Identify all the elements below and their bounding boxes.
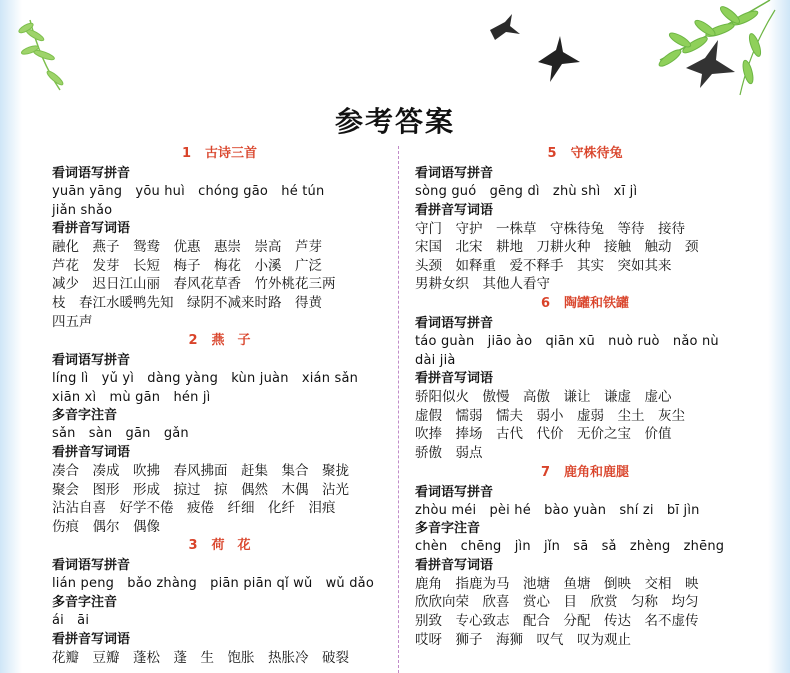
lesson-number: 7: [540, 464, 551, 480]
lesson-title: 古诗三首: [205, 146, 258, 161]
word-answer-line: 鹿角 指鹿为马 池塘 鱼塘 倒映 交相 映: [415, 575, 699, 592]
section-heading: 看拼音写词语: [415, 202, 494, 218]
pinyin-answer-line: táo guàn jiāo ào qiān xū nuò ruò nǎo nù: [415, 333, 719, 349]
word-answer-line: 男耕女织 其他人看守: [415, 276, 550, 293]
section-heading: 看词语写拼音: [415, 166, 494, 181]
lesson-heading: [415, 144, 755, 164]
pinyin-answer-line: yuān yāng yōu huì chóng gāo hé tún: [52, 184, 325, 199]
lesson-heading: [415, 294, 755, 314]
section-heading: 看词语写拼音: [415, 484, 494, 500]
lesson-title: 陶罐和铁罐: [564, 295, 630, 311]
column-divider: [398, 146, 399, 673]
lesson-number: 6: [540, 295, 551, 311]
lesson-title: 燕 子: [211, 333, 251, 349]
left-column: [52, 144, 387, 667]
section-heading: 多音字注音: [415, 521, 481, 537]
section-heading: 看词语写拼音: [52, 166, 131, 181]
section-heading: 看拼音写词语: [52, 444, 131, 460]
lesson-number: 3: [188, 538, 198, 554]
pinyin-answer-line: ái āi: [52, 612, 90, 628]
pinyin-answer-line: xiān xì mù gān hén jì: [52, 389, 211, 405]
word-answer-line: 头颈 如释重 爱不释手 其实 突如其来: [415, 257, 672, 274]
pinyin-answer-line: dài jià: [415, 352, 456, 368]
word-answer-line: 吹捧 捧场 古代 代价 无价之宝 价值: [415, 426, 672, 443]
section-heading: 多音字注音: [52, 594, 118, 610]
right-column: [415, 144, 755, 649]
word-answer-line: 沾沾自喜 好学不倦 疲倦 纤细 化纤 泪痕: [52, 500, 336, 517]
pinyin-answer-line: jiǎn shǎo: [52, 202, 113, 218]
page-title: 参考答案: [334, 105, 455, 138]
lesson-number: 5: [547, 146, 557, 161]
section-heading: 看词语写拼音: [415, 315, 494, 331]
willow-branch-left-icon: [18, 20, 65, 90]
word-answer-line: 骄阳似火 傲慢 高傲 谦让 谦虚 虚心: [415, 389, 672, 406]
section-heading: 看拼音写词语: [52, 631, 131, 647]
lesson-title: 鹿角和鹿腿: [564, 464, 630, 480]
pinyin-answer-line: sòng guó gēng dì zhù shì xī jì: [415, 184, 638, 199]
section-heading: 看拼音写词语: [52, 221, 131, 237]
word-answer-line: 芦花 发芽 长短 梅子 梅花 小溪 广泛: [52, 257, 322, 274]
word-answer-line: 守门 守护 一株草 守株待兔 等待 接待: [415, 220, 685, 237]
word-answer-line: 骄傲 弱点: [415, 444, 483, 461]
pinyin-answer-line: sǎn sàn gān gǎn: [52, 426, 189, 442]
pinyin-answer-line: zhòu méi pèi hé bào yuàn shí zi bī jìn: [415, 502, 700, 518]
lesson-heading: [52, 144, 387, 164]
word-answer-line: 聚会 图形 形成 掠过 掠 偶然 木偶 沾光: [52, 481, 349, 498]
lesson-number: 1: [181, 146, 192, 161]
word-answer-line: 凑合 凑成 吹拂 春风拂面 赶集 集合 聚拢: [52, 462, 349, 479]
lesson-number: 2: [188, 333, 198, 349]
word-answer-line: 欣欣向荣 欣喜 赏心 目 欣赏 匀称 均匀: [415, 594, 699, 611]
pinyin-answer-line: lián peng bǎo zhàng piān piān qǐ wǔ wǔ dǎo: [52, 576, 374, 592]
word-answer-line: 融化 燕子 鸳鸯 优惠 惠崇 崇高 芦芽: [52, 239, 322, 256]
section-heading: 看词语写拼音: [52, 558, 131, 574]
word-answer-line: 花瓣 豆瓣 蓬松 蓬 生 饱胀 热胀冷 破裂: [52, 649, 349, 666]
word-answer-line: 别致 专心致志 配合 分配 传达 名不虚传: [415, 612, 699, 629]
section-heading: 多音字注音: [52, 408, 118, 424]
lesson-title: 守株待兔: [570, 146, 623, 161]
word-answer-line: 伤痕 偶尔 偶像: [52, 518, 160, 535]
word-answer-line: 枝 春江水暖鸭先知 绿阴不减来时路 得黄: [52, 294, 322, 311]
word-answer-line: 减少 迟日江山丽 春风花草香 竹外桃花三两: [52, 276, 336, 293]
section-heading: 看拼音写词语: [415, 557, 494, 573]
swallow-bird-icon: [538, 36, 580, 82]
word-answer-line: 虚假 懦弱 懦夫 弱小 虚弱 尘土 灰尘: [415, 407, 685, 424]
lesson-heading: [415, 463, 755, 483]
swallow-bird-icon: [490, 14, 520, 40]
pinyin-answer-line: chèn chēng jìn jǐn sā sǎ zhèng zhēng: [415, 539, 725, 555]
word-answer-line: 四五声: [52, 313, 93, 330]
word-answer-line: 哎呀 狮子 海狮 叹气 叹为观止: [415, 631, 631, 648]
section-heading: 看词语写拼音: [52, 353, 131, 369]
lesson-heading: [52, 536, 387, 556]
lesson-title: 荷 花: [211, 538, 251, 554]
lesson-heading: [52, 331, 387, 351]
section-heading: 看拼音写词语: [415, 371, 494, 387]
word-answer-line: 宋国 北宋 耕地 刀耕火种 接触 触动 颈: [415, 239, 699, 256]
pinyin-answer-line: líng lì yǔ yì dàng yàng kùn juàn xián sǎn: [52, 371, 359, 387]
